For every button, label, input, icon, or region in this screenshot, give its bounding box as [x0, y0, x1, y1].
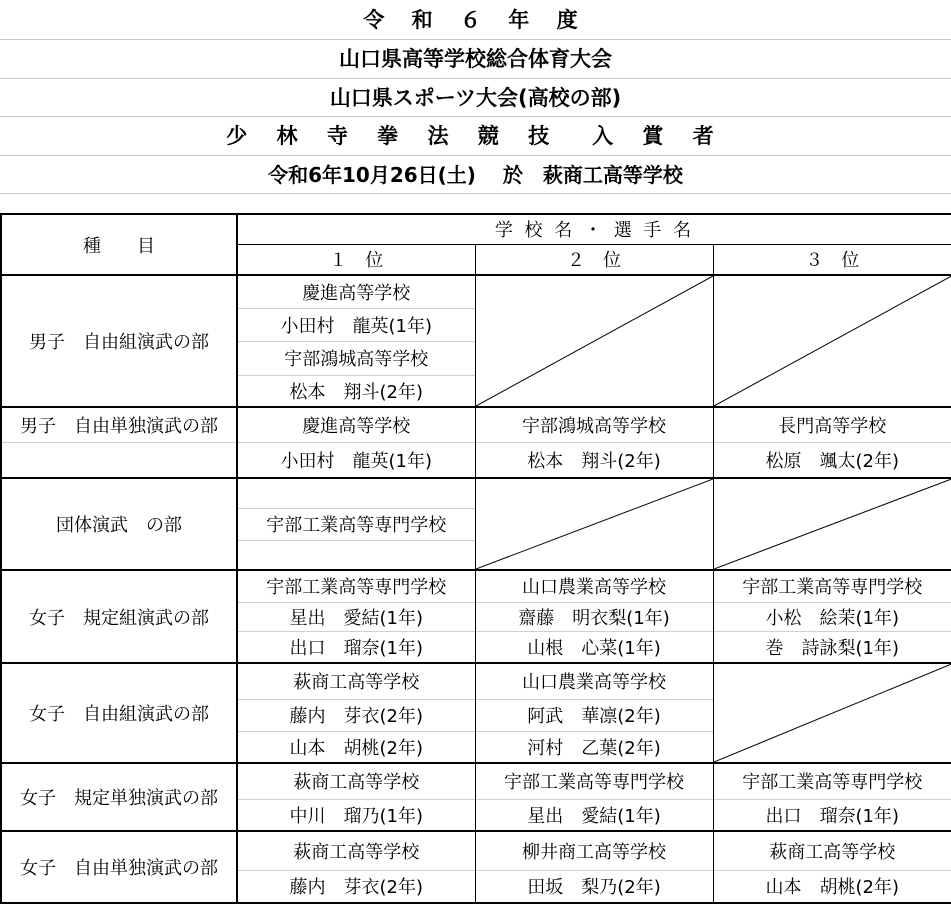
winner-school: 宇部工業高等専門学校: [713, 763, 951, 799]
header-divider: [0, 116, 951, 117]
second-place-header: ２ 位: [475, 244, 713, 275]
school-player-header: 学 校 名 ・ 選 手 名: [237, 214, 951, 244]
winner-school: 萩商工高等学校: [237, 831, 475, 870]
event-name: 女子 規定組演武の部: [1, 570, 237, 663]
winner-school: 柳井商工高等学校: [475, 831, 713, 870]
winner-school: 萩商工高等学校: [237, 663, 475, 699]
table-row: [1, 407, 951, 442]
event-column-header: 種 目: [1, 214, 237, 275]
winner-player: 星出 愛結(1年): [475, 799, 713, 831]
header-divider: [0, 155, 951, 156]
date-venue: 令和6年10月26日(土) 於 萩商工高等学校: [268, 163, 683, 187]
winner-school: 山口農業高等学校: [475, 663, 713, 699]
winner-school: 長門高等学校: [713, 407, 951, 442]
winner-player: 中川 瑠乃(1年): [237, 799, 475, 831]
sports-meet-title: 山口県スポーツ大会(高校の部): [329, 86, 622, 110]
first-place-header: １ 位: [237, 244, 475, 275]
event-name-blank: [1, 442, 237, 478]
table-row: [1, 478, 951, 508]
winner-school: 宇部鴻城高等学校: [475, 407, 713, 442]
empty-slot: [475, 275, 713, 407]
event-name: 団体演武 の部: [1, 478, 237, 570]
table-row: [1, 570, 951, 602]
diagonal-slash: [476, 479, 713, 569]
diagonal-slash: [714, 276, 951, 406]
winner-player: 藤内 芽衣(2年): [237, 699, 475, 731]
winner-player: 河村 乙葉(2年): [475, 731, 713, 763]
empty-slot: [713, 663, 951, 763]
diagonal-slash: [714, 664, 951, 762]
fiscal-year-title: 令 和 ６ 年 度: [363, 8, 588, 32]
table-row: [1, 763, 951, 799]
event-name: 女子 自由組演武の部: [1, 663, 237, 763]
winner-player: 松原 颯太(2年): [713, 442, 951, 478]
winner-school: 宇部工業高等専門学校: [713, 570, 951, 602]
third-place-header: ３ 位: [713, 244, 951, 275]
winner-player: 山本 胡桃(2年): [237, 731, 475, 763]
tournament-title: 山口県高等学校総合体育大会: [339, 47, 612, 71]
winner-school: 宇部工業高等専門学校: [237, 508, 475, 540]
winner-player: 小松 絵茉(1年): [713, 602, 951, 631]
table-row: [1, 831, 951, 870]
empty-slot: [713, 478, 951, 570]
event-name: 男子 自由単独演武の部: [1, 407, 237, 442]
winner-school: 宇部鴻城高等学校: [237, 341, 475, 375]
winner-player: 星出 愛結(1年): [237, 602, 475, 631]
winner-player: 小田村 龍英(1年): [237, 308, 475, 341]
winner-school: 宇部工業高等専門学校: [475, 763, 713, 799]
winner-player: 阿武 華凛(2年): [475, 699, 713, 731]
winner-player: 齋藤 明衣梨(1年): [475, 602, 713, 631]
winner-player: 藤内 芽衣(2年): [237, 870, 475, 903]
winner-school: 萩商工高等学校: [237, 763, 475, 799]
table-row: [1, 275, 951, 308]
header-divider: [0, 78, 951, 79]
winner-player: 田坂 梨乃(2年): [475, 870, 713, 903]
event-name: 男子 自由組演武の部: [1, 275, 237, 407]
winner-player: 巻 詩詠梨(1年): [713, 631, 951, 663]
empty-slot: [475, 478, 713, 570]
results-table: [0, 213, 951, 904]
diagonal-slash: [476, 276, 713, 406]
winner-player: 出口 瑠奈(1年): [713, 799, 951, 831]
winner-player: 山根 心菜(1年): [475, 631, 713, 663]
winner-school: 慶進高等学校: [237, 407, 475, 442]
winner-player: 出口 瑠奈(1年): [237, 631, 475, 663]
header-divider: [0, 193, 951, 194]
empty-slot: [713, 275, 951, 407]
winner-school: 萩商工高等学校: [713, 831, 951, 870]
header-divider: [0, 39, 951, 40]
empty-cell: [237, 540, 475, 570]
event-name: 女子 自由単独演武の部: [1, 831, 237, 903]
empty-cell: [237, 478, 475, 508]
winner-school: 宇部工業高等専門学校: [237, 570, 475, 602]
event-title: 少 林 寺 拳 法 競 技 入 賞 者: [226, 124, 725, 148]
winner-player: 山本 胡桃(2年): [713, 870, 951, 903]
table-row: [1, 663, 951, 699]
winner-player: 小田村 龍英(1年): [237, 442, 475, 478]
winner-player: 松本 翔斗(2年): [237, 375, 475, 407]
diagonal-slash: [714, 479, 951, 569]
winner-school: 山口農業高等学校: [475, 570, 713, 602]
event-name: 女子 規定単独演武の部: [1, 763, 237, 831]
winner-school: 慶進高等学校: [237, 275, 475, 308]
winner-player: 松本 翔斗(2年): [475, 442, 713, 478]
